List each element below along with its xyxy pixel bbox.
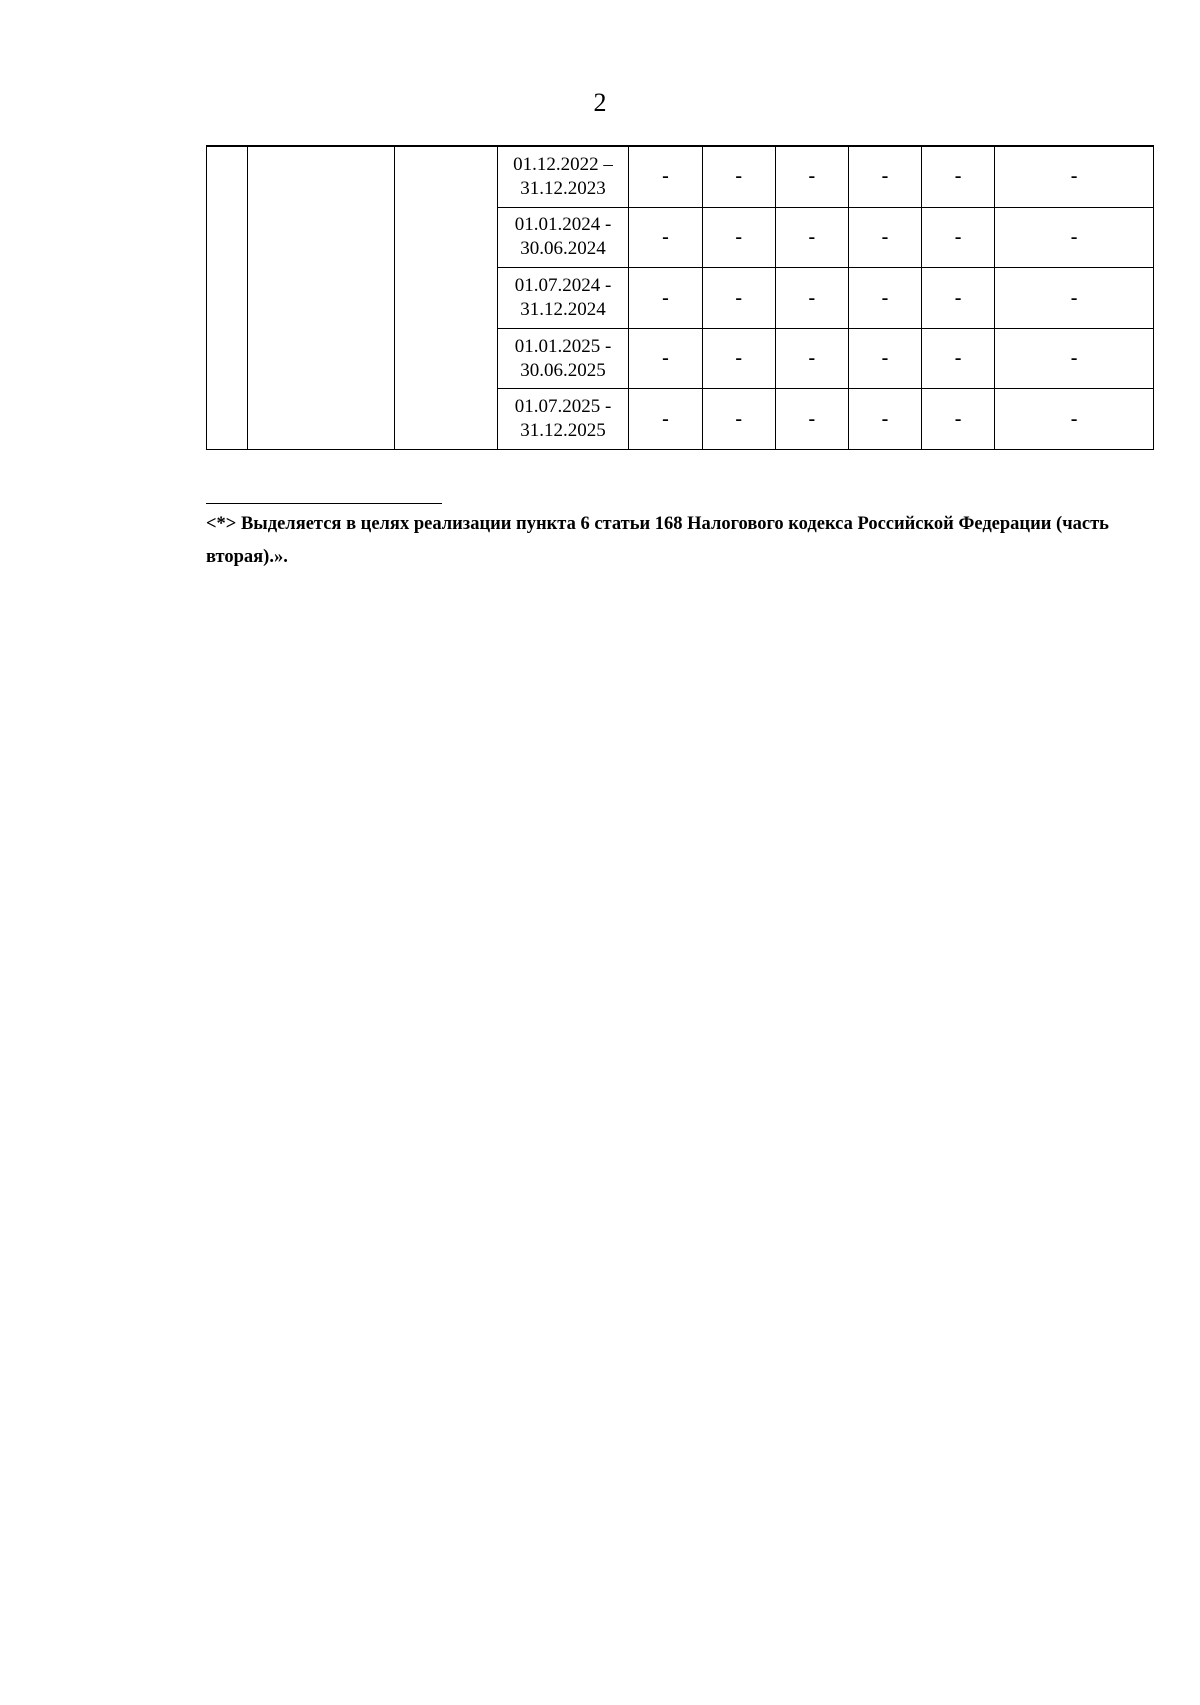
value-cell: - (922, 146, 995, 207)
value-cell: - (995, 207, 1154, 268)
value-cell: - (629, 268, 702, 329)
value-cell: - (848, 268, 921, 329)
value-cell: - (848, 207, 921, 268)
value-cell: - (702, 389, 775, 450)
value-cell: - (629, 389, 702, 450)
value-cell: - (922, 268, 995, 329)
value-cell: - (702, 328, 775, 389)
value-cell: - (995, 268, 1154, 329)
period-cell: 01.07.2025 - 31.12.2025 (497, 389, 629, 450)
value-cell: - (775, 207, 848, 268)
value-cell: - (922, 389, 995, 450)
value-cell: - (995, 328, 1154, 389)
value-cell: - (702, 207, 775, 268)
footnote-separator (206, 503, 442, 504)
number-cell (207, 146, 248, 450)
footnote-text: <*> Выделяется в целях реализации пункта 6 статьи 168 Налогового кодекса Российской Федерации (часть вторая).». (206, 514, 1109, 567)
value-cell: - (629, 146, 702, 207)
period-cell: 01.07.2024 - 31.12.2024 (497, 268, 629, 329)
value-cell: - (629, 207, 702, 268)
page-number: 2 (593, 88, 607, 117)
value-cell: - (775, 389, 848, 450)
name-cell (248, 146, 394, 450)
value-cell: - (848, 146, 921, 207)
value-cell: - (775, 328, 848, 389)
type-cell (394, 146, 497, 450)
tariff-table (206, 145, 1154, 450)
value-cell: - (995, 146, 1154, 207)
value-cell: - (848, 328, 921, 389)
value-cell: - (848, 389, 921, 450)
value-cell: - (702, 268, 775, 329)
table-row (207, 146, 1154, 207)
value-cell: - (922, 207, 995, 268)
value-cell: - (702, 146, 775, 207)
period-cell: 01.12.2022 – 31.12.2023 (497, 146, 629, 207)
period-cell: 01.01.2025 - 30.06.2025 (497, 328, 629, 389)
value-cell: - (775, 146, 848, 207)
value-cell: - (629, 328, 702, 389)
value-cell: - (995, 389, 1154, 450)
period-cell: 01.01.2024 - 30.06.2024 (497, 207, 629, 268)
value-cell: - (775, 268, 848, 329)
value-cell: - (922, 328, 995, 389)
